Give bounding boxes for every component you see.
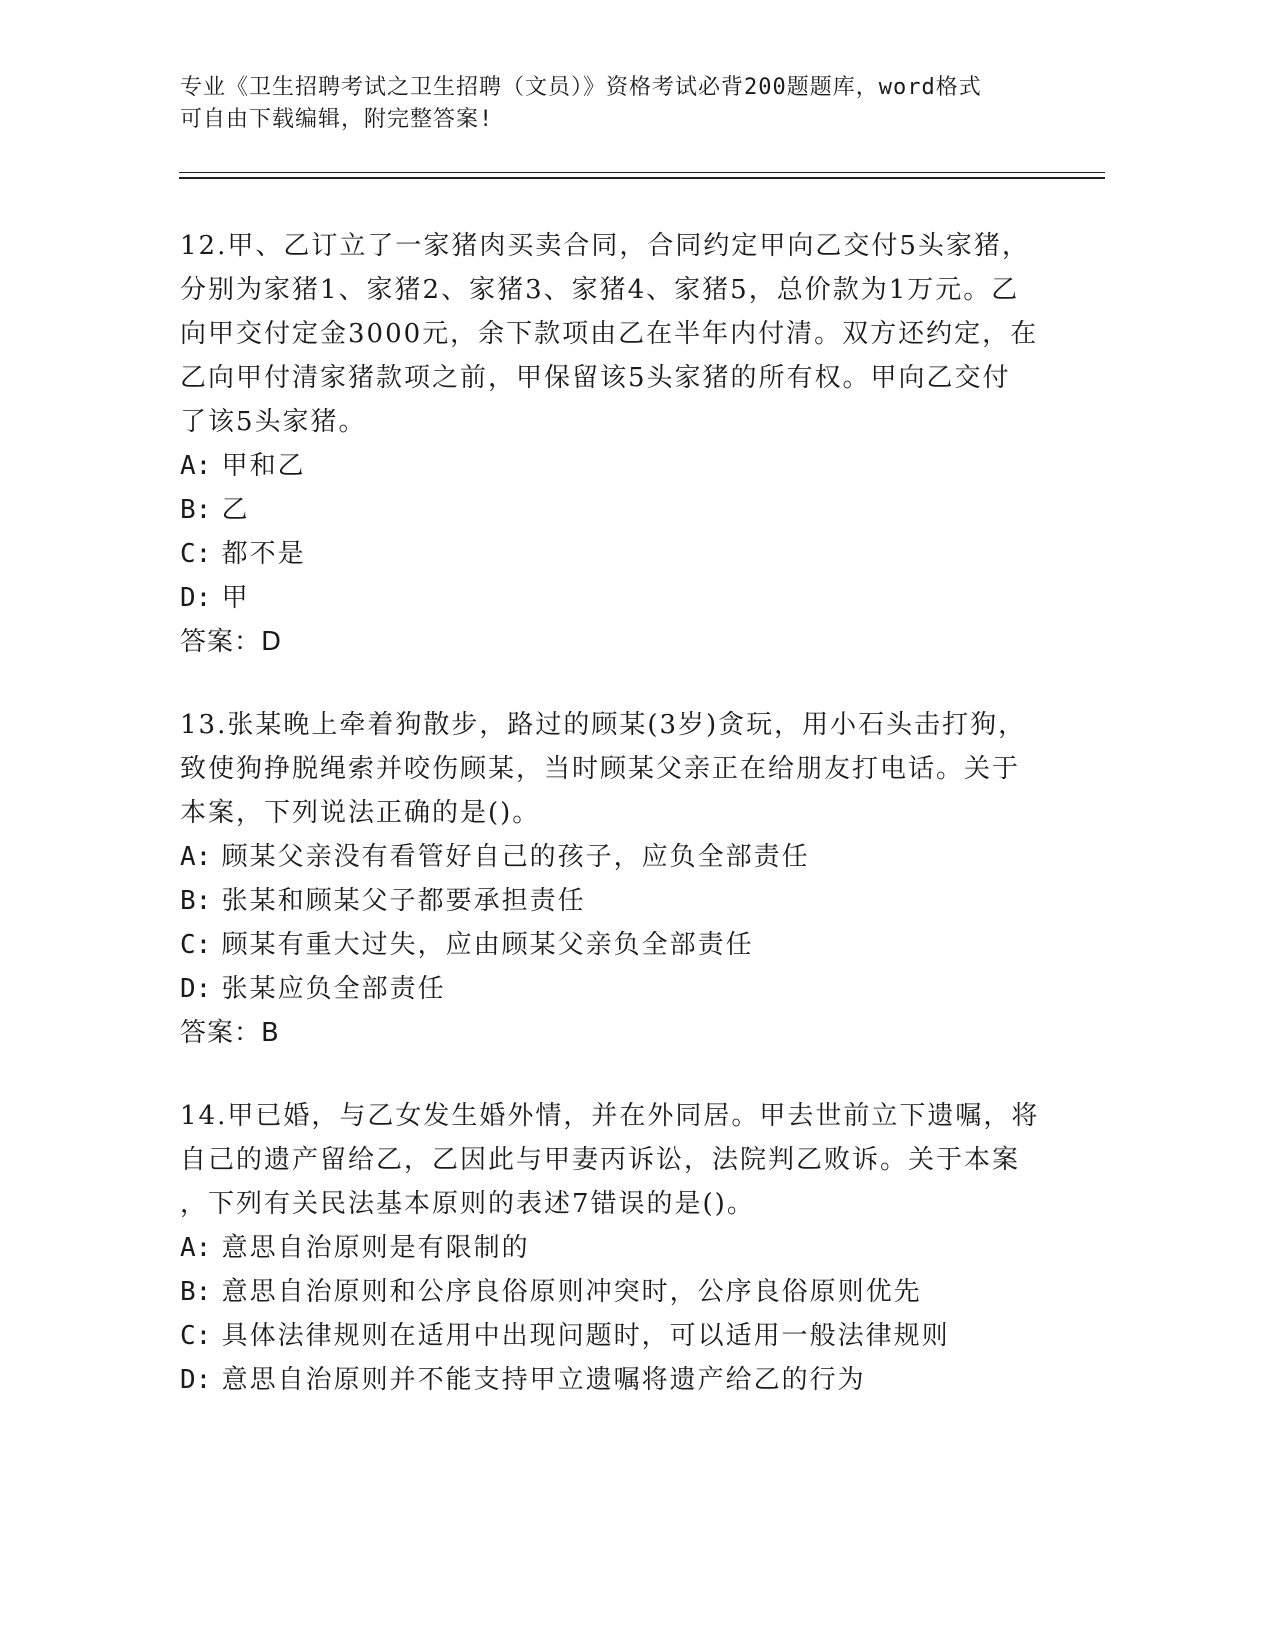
- answer-line: 答案：B: [180, 1018, 280, 1048]
- option-text: 都不是: [221, 539, 306, 569]
- option-a: [180, 1226, 1060, 1270]
- option-d: [180, 576, 1060, 620]
- option-text: 甲和乙: [221, 451, 306, 481]
- question-text-line: 13.张某晚上牵着狗散步，路过的顾某(3岁)贪玩，用小石头击打狗，: [180, 710, 1027, 740]
- question-text-line: 向甲交付定金3000元，余下款项由乙在半年内付清。双方还约定，在: [180, 319, 1039, 349]
- header-line: 可自由下载编辑，附完整答案!: [180, 107, 494, 132]
- option-letter: A:: [180, 842, 212, 872]
- question-text-line: 乙向甲付清家猪款项之前，甲保留该5头家猪的所有权。甲向乙交付: [180, 363, 1011, 393]
- option-text: 张某和顾某父子都要承担责任: [221, 886, 586, 916]
- option-letter: D:: [180, 583, 212, 613]
- option-a: [180, 835, 1060, 879]
- option-text: 顾某父亲没有看管好自己的孩子，应负全部责任: [221, 842, 810, 872]
- option-letter: B:: [180, 1277, 212, 1307]
- option-text: 意思自治原则和公序良俗原则冲突时，公序良俗原则优先: [221, 1277, 922, 1307]
- answer-line: 答案：D: [180, 627, 283, 657]
- option-text: 顾某有重大过失，应由顾某父亲负全部责任: [221, 930, 754, 960]
- question-text-line: 本案，下列说法正确的是()。: [180, 798, 541, 828]
- option-letter: B:: [180, 886, 212, 916]
- option-b: [180, 488, 1060, 532]
- option-letter: C:: [180, 930, 212, 960]
- option-text: 意思自治原则并不能支持甲立遗嘱将遗产给乙的行为: [221, 1365, 866, 1395]
- question-14: [180, 1094, 1060, 1402]
- option-letter: D:: [180, 974, 212, 1004]
- option-letter: C:: [180, 539, 212, 569]
- document-header: [180, 72, 1060, 136]
- header-line: 专业《卫生招聘考试之卫生招聘（文员）》资格考试必背200题题库，word格式: [180, 75, 982, 100]
- option-letter: D:: [180, 1365, 212, 1395]
- option-text: 具体法律规则在适用中出现问题时，可以适用一般法律规则: [221, 1321, 950, 1351]
- option-text: 乙: [221, 495, 250, 525]
- question-text-line: 自己的遗产留给乙，乙因此与甲妻丙诉讼，法院判乙败诉。关于本案: [180, 1145, 1021, 1175]
- question-text-line: 14.甲已婚，与乙女发生婚外情，并在外同居。甲去世前立下遗嘱，将: [180, 1101, 1040, 1131]
- option-text: 甲: [221, 583, 250, 613]
- header-divider-thick: [179, 177, 1105, 179]
- option-letter: C:: [180, 1321, 212, 1351]
- option-text: 意思自治原则是有限制的: [221, 1233, 530, 1263]
- option-d: [180, 1358, 1060, 1402]
- header-divider-thin: [179, 172, 1105, 173]
- option-letter: A:: [180, 1233, 212, 1263]
- question-text-line: 分别为家猪1、家猪2、家猪3、家猪4、家猪5，总价款为1万元。乙: [180, 275, 1020, 305]
- question-13: [180, 703, 1060, 1055]
- option-d: [180, 967, 1060, 1011]
- option-c: [180, 923, 1060, 967]
- question-12: [180, 224, 1060, 664]
- option-b: [180, 879, 1060, 923]
- question-text-line: 致使狗挣脱绳索并咬伤顾某，当时顾某父亲正在给朋友打电话。关于: [180, 754, 1021, 784]
- option-a: [180, 444, 1060, 488]
- option-c: [180, 1314, 1060, 1358]
- question-text-line: ，下列有关民法基本原则的表述7错误的是()。: [180, 1189, 755, 1219]
- question-text-line: 了该5头家猪。: [180, 407, 367, 437]
- option-c: [180, 532, 1060, 576]
- option-b: [180, 1270, 1060, 1314]
- question-text-line: 12.甲、乙订立了一家猪肉买卖合同，合同约定甲向乙交付5头家猪，: [180, 231, 1030, 261]
- option-letter: B:: [180, 495, 212, 525]
- option-letter: A:: [180, 451, 212, 481]
- option-text: 张某应负全部责任: [221, 974, 446, 1004]
